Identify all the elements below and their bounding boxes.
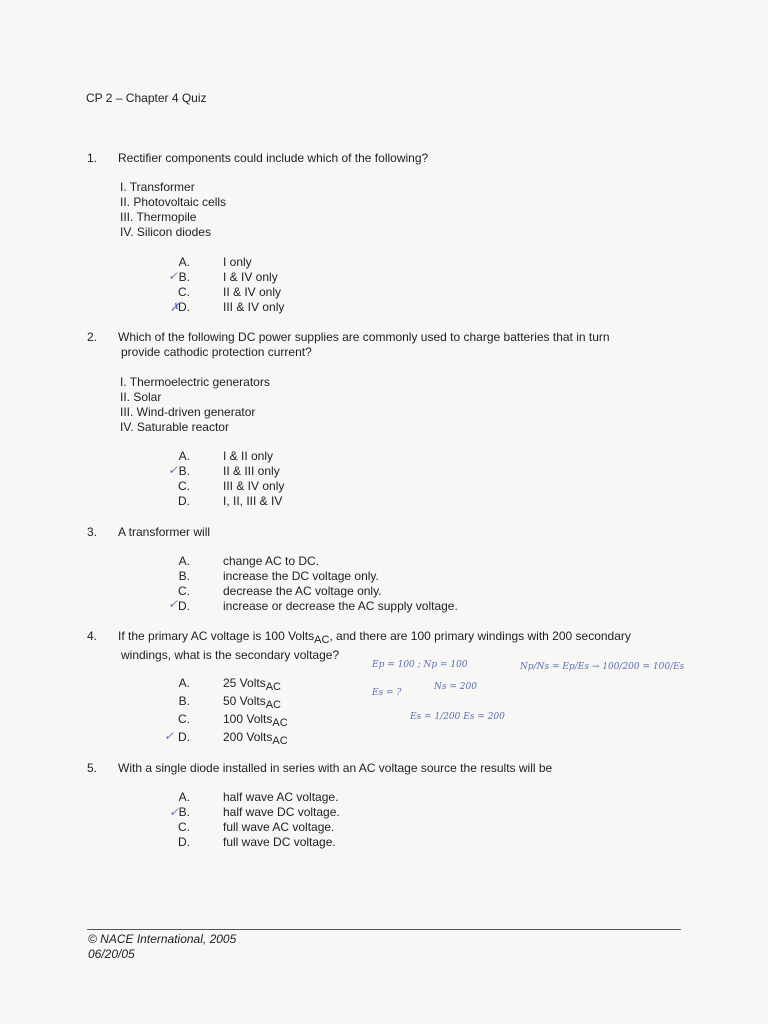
option-text: III & IV only: [223, 479, 285, 493]
option-text: I & II only: [223, 449, 274, 463]
handwritten-note: Es = ?: [372, 688, 402, 698]
option-text: increase or decrease the AC supply voltage.: [223, 599, 458, 613]
list-item: III. Wind-driven generator: [120, 405, 256, 419]
option-letter: C.: [178, 584, 190, 598]
check-mark-icon: ✓: [169, 805, 180, 819]
question-4-text-a: If the primary AC voltage is 100 Volts: [118, 629, 315, 643]
option-value: 25 Volts: [223, 676, 266, 690]
option-text: II & IV only: [223, 285, 282, 299]
option-letter: A.: [178, 790, 190, 804]
handwritten-note: Es = 1/200 Es = 200: [410, 712, 505, 722]
option-value: 50 Volts: [223, 694, 266, 708]
check-mark-icon: ✓: [168, 463, 179, 477]
option-letter: D.: [178, 835, 190, 849]
footer-divider: [87, 929, 681, 930]
option-text: I, II, III & IV: [223, 494, 283, 508]
option-letter: C.: [178, 285, 190, 299]
option-letter: D.: [178, 730, 190, 744]
option-text: full wave AC voltage.: [223, 820, 335, 834]
option-letter: A.: [178, 554, 190, 568]
question-5-number: 5.: [87, 761, 98, 775]
handwritten-ratio: Np/Ns = Ep/Es → 100/200 = 100/Es: [520, 662, 685, 672]
option-text: I & IV only: [223, 270, 278, 284]
footer-date: 06/20/05: [88, 947, 135, 961]
option-letter: B.: [178, 464, 190, 478]
handwritten-note: Ep = 100 ; Np = 100: [372, 660, 468, 670]
question-2-text: [118, 330, 610, 360]
option-subscript: AC: [265, 681, 281, 693]
option-letter: A.: [178, 676, 190, 690]
option-text: half wave AC voltage.: [223, 790, 339, 804]
option-letter: C.: [178, 479, 190, 493]
option-letter: C.: [178, 820, 190, 834]
option-text: full wave DC voltage.: [223, 835, 336, 849]
check-mark-icon: ✓: [168, 597, 179, 611]
list-item: I. Thermoelectric generators: [120, 375, 270, 389]
option-letter: B.: [178, 805, 190, 819]
question-3-number: 3.: [87, 525, 98, 539]
option-text: increase the DC voltage only.: [223, 569, 379, 583]
option-letter: A.: [178, 255, 190, 269]
option-text: III & IV only: [223, 300, 285, 314]
list-item: II. Solar: [120, 390, 162, 404]
question-1-items: [120, 180, 226, 240]
option-letter: C.: [178, 712, 190, 726]
option-letter: D.: [178, 300, 190, 314]
cross-mark-icon: ✗: [170, 300, 181, 314]
option-letter: D.: [178, 494, 190, 508]
question-1-text: Rectifier components could include which of the following?: [118, 151, 429, 165]
list-item: IV. Saturable reactor: [120, 420, 229, 434]
list-item: II. Photovoltaic cells: [120, 195, 227, 209]
question-4-subscript: AC: [314, 634, 330, 646]
option-text: [223, 712, 288, 731]
option-text: [223, 676, 281, 695]
question-3-text: A transformer will: [118, 525, 211, 539]
option-value: 100 Volts: [223, 712, 273, 726]
page-title: CP 2 – Chapter 4 Quiz: [86, 91, 207, 105]
option-letter: D.: [178, 599, 190, 613]
question-2-line-1: Which of the following DC power supplies are commonly used to charge batteries that in turn: [118, 330, 610, 344]
option-text: [223, 694, 281, 713]
option-text: decrease the AC voltage only.: [223, 584, 382, 598]
copyright-text: © NACE International, 2005: [88, 932, 237, 946]
option-subscript: AC: [272, 735, 288, 747]
question-4-text: [118, 629, 631, 663]
check-mark-icon: ✓: [164, 729, 175, 743]
question-1-number: 1.: [87, 151, 98, 165]
option-subscript: AC: [272, 717, 288, 729]
option-value: 200 Volts: [223, 730, 273, 744]
option-letter: A.: [178, 449, 190, 463]
handwritten-note: Ns = 200: [434, 682, 477, 692]
question-4-line-2: windings, what is the secondary voltage?: [121, 648, 340, 662]
option-text: change AC to DC.: [223, 554, 320, 568]
question-4-number: 4.: [87, 629, 98, 643]
list-item: IV. Silicon diodes: [120, 225, 211, 239]
list-item: I. Transformer: [120, 180, 195, 194]
option-text: [223, 730, 288, 749]
question-2-line-2: provide cathodic protection current?: [121, 345, 312, 359]
question-5-text: With a single diode installed in series with an AC voltage source the results will be: [118, 761, 553, 775]
list-item: III. Thermopile: [120, 210, 197, 224]
question-4-text-b: , and there are 100 primary windings with 200 secondary: [329, 629, 631, 643]
option-text: I only: [223, 255, 252, 269]
question-2-number: 2.: [87, 330, 98, 344]
option-subscript: AC: [265, 699, 281, 711]
option-text: half wave DC voltage.: [223, 805, 340, 819]
question-2-items: [120, 375, 270, 435]
option-letter: B.: [178, 694, 190, 708]
check-mark-icon: ✓: [168, 269, 179, 283]
footer: [88, 932, 236, 962]
option-letter: B.: [178, 270, 190, 284]
option-text: II & III only: [223, 464, 280, 478]
option-letter: B.: [178, 569, 190, 583]
question-4-line-1: [118, 629, 631, 648]
